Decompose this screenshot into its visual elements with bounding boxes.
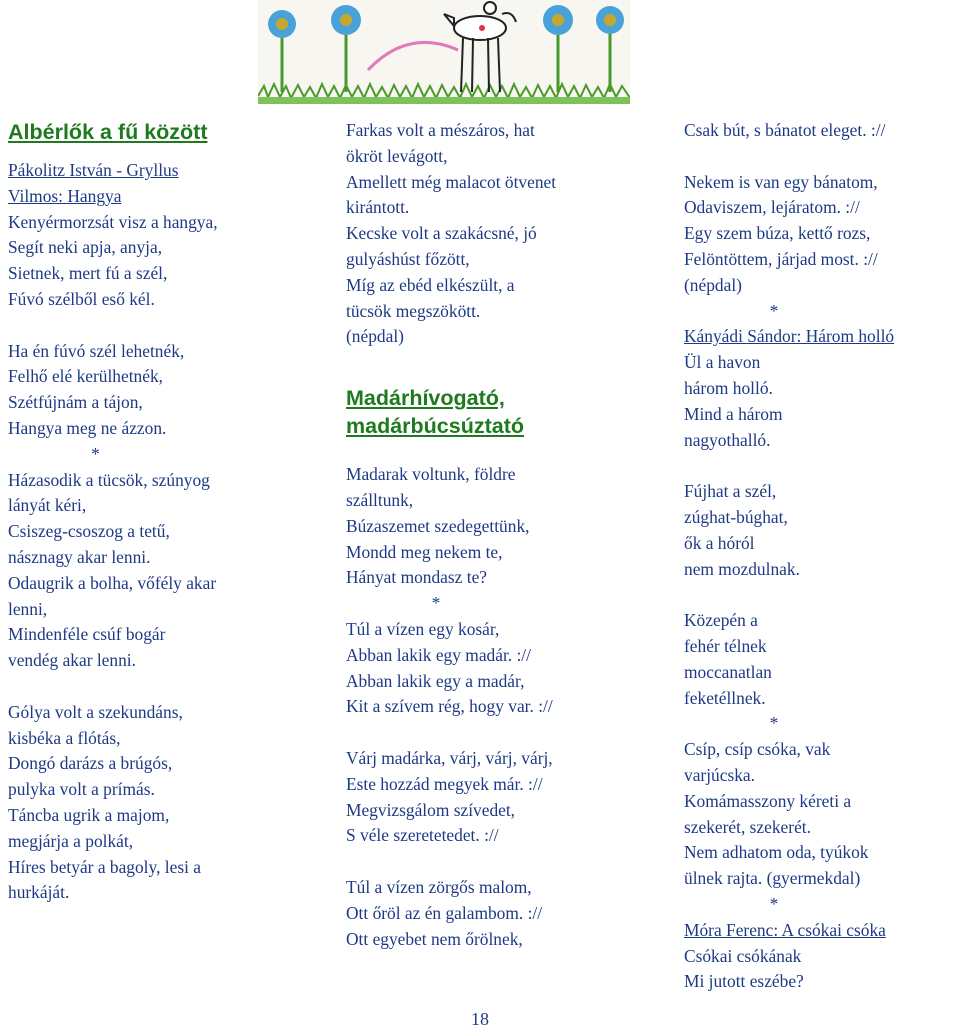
- verse-line: Túl a vízen zörgős malom,: [346, 876, 532, 897]
- verse-line: Túl a vízen egy kosár,: [346, 618, 500, 639]
- verse-line: moccanatlan: [684, 661, 772, 682]
- section-divider-star: *: [431, 593, 441, 614]
- verse-line: megjárja a polkát,: [8, 830, 134, 851]
- poem-title: Albérlők a fű között: [8, 120, 208, 144]
- verse-line: feketéllnek.: [684, 687, 766, 708]
- verse-line: nagyothalló.: [684, 429, 771, 450]
- verse-line: Csíp, csíp csóka, vak: [684, 739, 831, 760]
- verse-line: Nem adhatom oda, tyúkok: [684, 842, 869, 863]
- stanza: [684, 479, 960, 582]
- verse-line: Odaviszem, lejáratom. ://: [684, 197, 860, 218]
- verse-line: Amellett még malacot ötvenet: [346, 171, 557, 192]
- author-line: Vilmos: Hangya: [8, 185, 122, 206]
- section-divider-star: *: [91, 443, 100, 464]
- stanza: [346, 617, 668, 720]
- verse-line: Hangya meg ne ázzon.: [8, 417, 167, 438]
- verse-line: Közepén a: [684, 610, 758, 631]
- verse-line: Kit a szívem rég, hogy var. ://: [346, 696, 553, 717]
- verse-line: Táncba ugrik a majom,: [8, 804, 170, 825]
- verse-line: Ha én fúvó szél lehetnék,: [8, 340, 185, 361]
- stanza: [684, 737, 960, 892]
- stanza: [346, 462, 668, 591]
- stanza: [684, 170, 960, 299]
- verse-line: Hányat mondasz te?: [346, 567, 488, 588]
- verse-line: fehér télnek: [684, 635, 767, 656]
- verse-line: zúghat-búghat,: [684, 506, 788, 527]
- verse-line: Gólya volt a szekundáns,: [8, 701, 183, 722]
- poem-title: Madárhívogató,: [346, 386, 505, 411]
- stanza: [684, 350, 960, 453]
- verse-line: tücsök megszökött.: [346, 300, 481, 321]
- verse-line: Ül a havon: [684, 352, 761, 373]
- author-line: Pákolitz István - Gryllus: [8, 160, 179, 180]
- verse-line: S véle szeretetedet. ://: [346, 825, 499, 846]
- verse-line: Mondd meg nekem te,: [346, 541, 503, 562]
- poem-title: madárbúcsúztató: [346, 414, 525, 439]
- verse-line: Sietnek, mert fú a szél,: [8, 263, 168, 284]
- verse-line: Csókai csókának: [684, 945, 802, 966]
- verse-line: szálltunk,: [346, 489, 414, 510]
- verse-line: Este hozzád megyek már. ://: [346, 773, 543, 794]
- verse-line: Komámasszony kéreti a: [684, 790, 852, 811]
- verse-line: Dongó darázs a brúgós,: [8, 753, 173, 774]
- column-right: [684, 118, 960, 995]
- flower-drawing-illustration: [258, 0, 630, 104]
- verse-line: Míg az ebéd elkészült, a: [346, 274, 515, 295]
- verse-line: gulyáshúst főzött,: [346, 248, 470, 269]
- verse-line: Kenyérmorzsát visz a hangya,: [8, 211, 218, 232]
- verse-line: varjúcska.: [684, 764, 755, 785]
- column-left: [8, 118, 328, 906]
- verse-line: Szétfújnám a tájon,: [8, 392, 143, 413]
- stanza: [346, 118, 668, 350]
- verse-line: Mi jutott eszébe?: [684, 971, 804, 992]
- verse-line: kirántott.: [346, 197, 410, 218]
- verse-line: Csak bút, s bánatot eleget. ://: [684, 120, 886, 140]
- section-divider-star: *: [769, 300, 779, 321]
- verse-line: Odaugrik a bolha, vőfély akar: [8, 572, 217, 593]
- verse-line: Mind a három: [684, 403, 783, 424]
- verse-line: Madarak voltunk, földre: [346, 464, 516, 485]
- verse-line: lenni,: [8, 598, 48, 619]
- author-title-line: Kányádi Sándor: Három holló: [684, 326, 895, 347]
- verse-line: Nekem is van egy bánatom,: [684, 171, 878, 192]
- verse-line: Mindenféle csúf bogár: [8, 624, 166, 645]
- verse-line: ülnek rajta. (gyermekdal): [684, 868, 861, 889]
- stanza: [8, 210, 328, 313]
- source-note: (népdal): [346, 326, 404, 347]
- verse-line: Búzaszemet szedegettünk,: [346, 515, 530, 536]
- stanza: [346, 875, 668, 952]
- verse-line: ők a hóról: [684, 532, 755, 553]
- verse-line: Farkas volt a mészáros, hat: [346, 120, 535, 140]
- column-middle: [346, 118, 668, 952]
- verse-line: Híres betyár a bagoly, lesi a: [8, 856, 201, 877]
- verse-line: Kecske volt a szakácsné, jó: [346, 223, 537, 244]
- section-divider-star: *: [769, 893, 779, 914]
- stanza: [8, 700, 328, 906]
- verse-line: Fúvó szélből eső kél.: [8, 288, 155, 309]
- verse-line: Házasodik a tücsök, szúnyog: [8, 469, 210, 490]
- stanza: [8, 339, 328, 442]
- verse-line: nem mozdulnak.: [684, 558, 800, 579]
- stanza: [684, 608, 960, 711]
- verse-line: Abban lakik egy madár. ://: [346, 644, 531, 665]
- verse-line: ökröt levágott,: [346, 145, 448, 166]
- verse-line: három holló.: [684, 377, 773, 398]
- verse-line: Ott egyebet nem őrölnek,: [346, 928, 523, 949]
- author-title-line: Móra Ferenc: A csókai csóka: [684, 919, 886, 940]
- stanza: [346, 746, 668, 849]
- section-divider-star: *: [769, 713, 779, 734]
- verse-line: lányát kéri,: [8, 495, 87, 516]
- verse-line: szekerét, szekerét.: [684, 816, 811, 837]
- verse-line: Egy szem búza, kettő rozs,: [684, 223, 871, 244]
- verse-line: Csiszeg-csoszog a tetű,: [8, 521, 170, 542]
- stanza: [684, 944, 960, 996]
- page-number: 18: [471, 1009, 489, 1029]
- verse-line: Abban lakik egy a madár,: [346, 670, 525, 691]
- verse-line: násznagy akar lenni.: [8, 546, 151, 567]
- verse-line: pulyka volt a prímás.: [8, 779, 155, 800]
- source-note: (népdal): [684, 274, 742, 295]
- verse-line: Megvizsgálom szívedet,: [346, 799, 516, 820]
- stanza: [8, 468, 328, 674]
- verse-line: Segít neki apja, anyja,: [8, 237, 163, 258]
- verse-line: Várj madárka, várj, várj, várj,: [346, 747, 553, 768]
- verse-line: Felöntöttem, járjad most. ://: [684, 248, 878, 269]
- verse-line: Fújhat a szél,: [684, 481, 777, 502]
- verse-line: kisbéka a flótás,: [8, 727, 121, 748]
- verse-line: Felhő elé kerülhetnék,: [8, 366, 164, 387]
- verse-line: Ott őröl az én galambom. ://: [346, 902, 543, 923]
- verse-line: hurkáját.: [8, 882, 70, 903]
- verse-line: vendég akar lenni.: [8, 650, 136, 671]
